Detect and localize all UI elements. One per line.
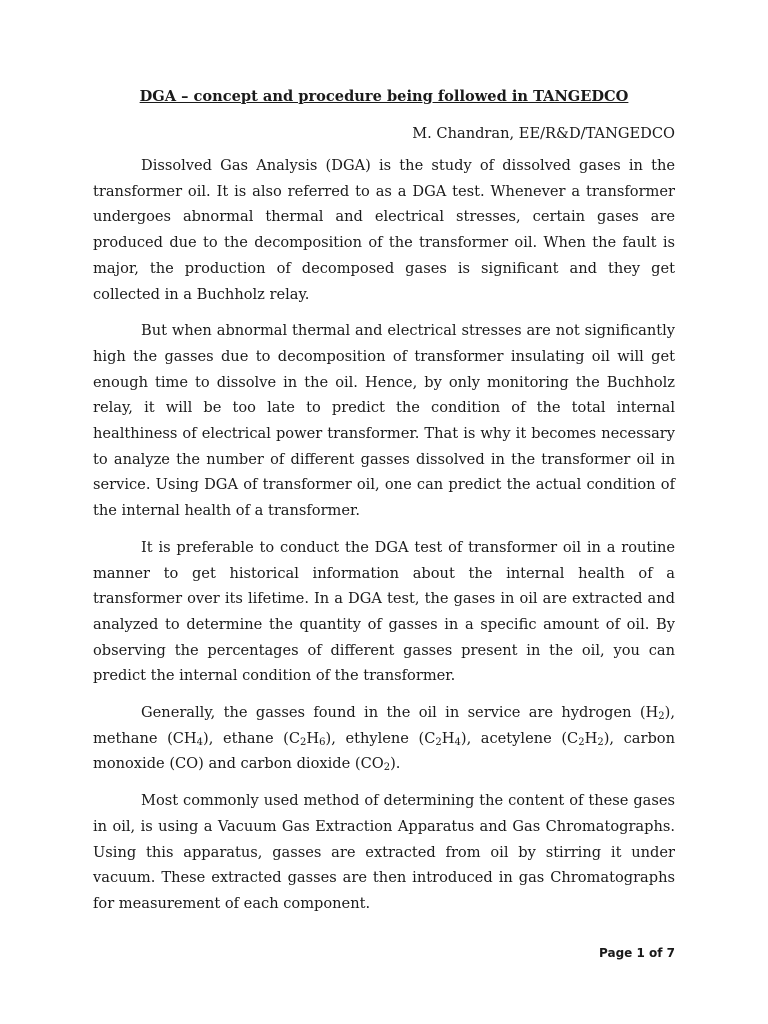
gases-text: Generally, the gasses found in the oil in service are hydrogen (H xyxy=(141,704,659,722)
gases-text: H xyxy=(584,729,598,747)
document-page xyxy=(93,86,675,917)
subscript: 2 xyxy=(597,736,604,748)
gases-text: ). xyxy=(390,755,401,773)
subscript: 2 xyxy=(383,762,391,774)
gases-text: ), acetylene (C xyxy=(460,729,579,747)
paragraph-intro: Dissolved Gas Analysis (DGA) is the study of dissolved gases in the transformer oil. It is also referred to as a DGA test. Whenever a transformer undergoes abnormal thermal and electrical stresses, certain gases are produced due to the decomposition of the transformer oil. When the fault is major, the production of decomposed gases is significant and they get collected in a Buchholz relay. xyxy=(93,157,675,303)
gases-text: ), ethane (C xyxy=(203,729,301,747)
paragraph-buchholz: But when abnormal thermal and electrical stresses are not significantly high the gasses due to decomposition of transformer insulating oil will get enough time to dissolve in the oil. Hence, by only monitoring the Buchholz relay, it will be too late to predict the condition of the total internal healthiness of electrical power transformer. That is why it becomes necessary to analyze the number of different gasses dissolved in the transformer oil in service. Using DGA of transformer oil, one can predict the actual condition of the internal health of a transformer. xyxy=(93,322,675,520)
gases-text: H xyxy=(306,729,320,747)
gases-text: ), ethylene (C xyxy=(325,729,436,747)
paragraph-routine-test: It is preferable to conduct the DGA test of transformer oil in a routine manner to get historical information about the internal health of a transformer over its lifetime. In a DGA test, the gases in oil are extracted and analyzed to determine the quantity of gasses in a specific amount of oil. By observing the percentages of different gasses present in the oil, you can predict the internal condition of the transformer. xyxy=(93,538,675,685)
gases-text: ), methane (CH xyxy=(93,704,675,747)
paragraph-gases xyxy=(93,700,675,777)
paragraph-method: Most commonly used method of determining the content of these gases in oil, is using a Vacuum Gas Extraction Apparatus and Gas Chromatographs. Using this apparatus, gasses are extracted from oil by stirring it under vacuum. These extracted gasses are then introduced in gas Chromatographs for measurement of each component. xyxy=(93,792,675,912)
page-number: Page 1 of 7 xyxy=(599,946,675,960)
author-line: M. Chandran, EE/R&D/TANGEDCO xyxy=(412,125,675,142)
subscript: 2 xyxy=(300,736,307,748)
subscript: 6 xyxy=(319,736,326,748)
subscript: 2 xyxy=(658,711,665,723)
subscript: 2 xyxy=(435,736,442,748)
subscript: 4 xyxy=(454,736,461,748)
gases-text: H xyxy=(441,729,455,747)
gases-text: ), carbon monoxide (CO) and carbon dioxide (CO xyxy=(93,729,675,773)
subscript: 4 xyxy=(196,736,204,748)
subscript: 2 xyxy=(578,736,585,748)
document-title: DGA – concept and procedure being followed in TANGEDCO xyxy=(139,88,629,105)
